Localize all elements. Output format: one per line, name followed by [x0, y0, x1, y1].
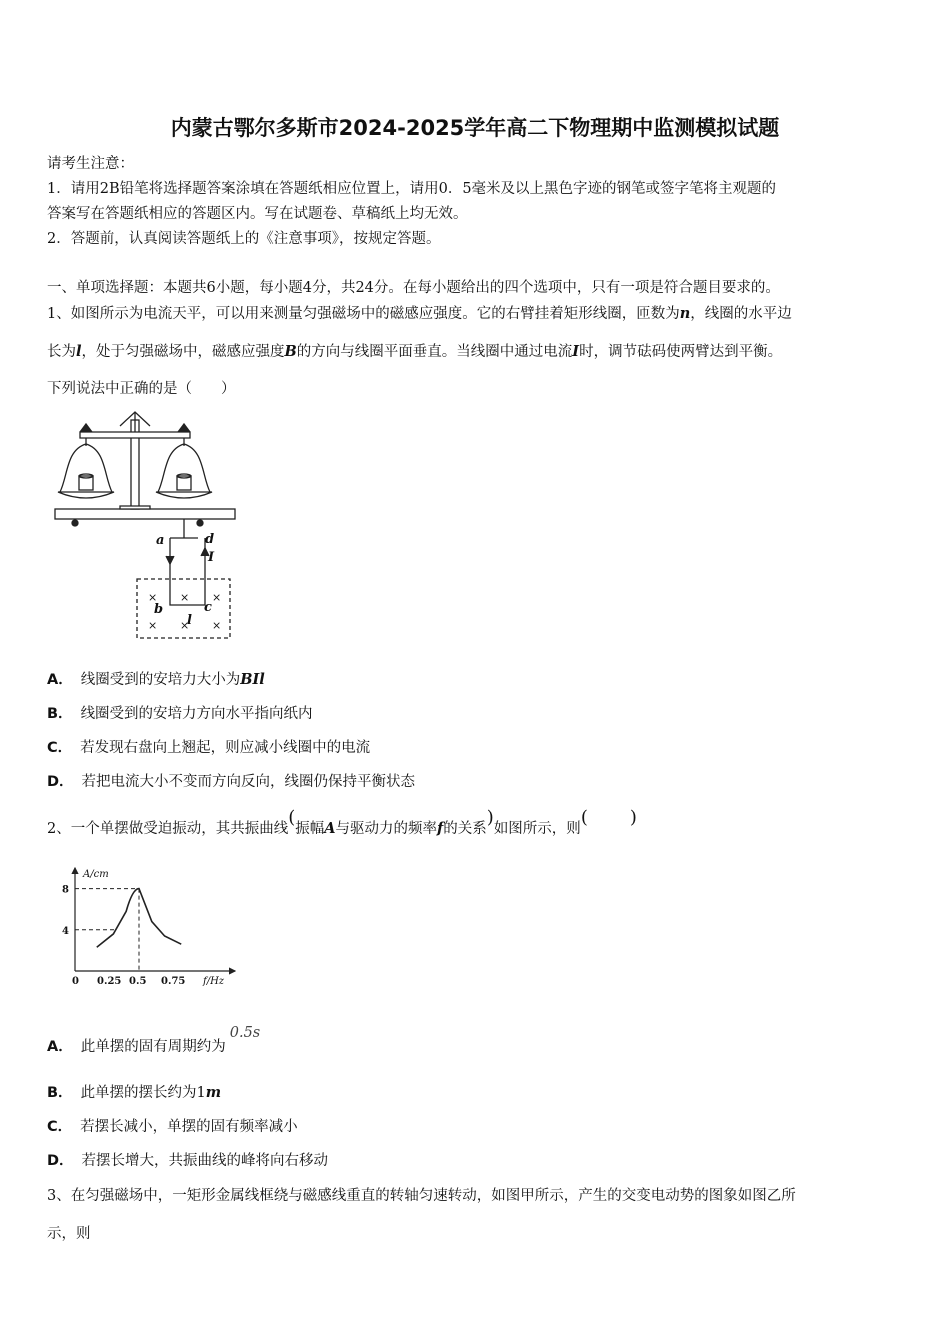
q1-line-2: 长为l，处于匀强磁场中，磁感应强度B的方向与线圈平面垂直。当线圈中通过电流I时，调节砝码使两臂达到平衡。 [47, 343, 783, 360]
x-axis-label: f/Hz [203, 976, 225, 987]
label-l: l [187, 613, 192, 628]
q1-option-d[interactable]: D． 若把电流大小不变而方向反向，线圈仍保持平衡状态 [47, 774, 416, 790]
field-cross: × [180, 619, 190, 632]
current-balance-figure [50, 408, 240, 644]
label-b: b [154, 602, 164, 617]
q1-line-1: 1、如图所示为电流天平，可以用来测量匀强磁场中的磁感应强度。它的右臂挂着矩形线圈，匝数为n，线圈的水平边 [47, 305, 792, 322]
q2-option-d[interactable]: D． 若摆长增大，共振曲线的峰将向右移动 [47, 1153, 329, 1169]
notice-line-2: 2．答题前，认真阅读答题纸上的《注意事项》，按规定答题。 [47, 231, 441, 247]
x-tick-label: 0.25 [97, 976, 122, 987]
q1-line-3: 下列说法中正确的是（ ） [47, 381, 236, 397]
q3-line-2: 示，则 [47, 1226, 91, 1242]
q2-stem: 2、一个单摆做受迫振动，其共振曲线(振幅A与驱动力的频率f的关系)如图所示，则( ) [47, 807, 637, 837]
field-cross: × [212, 591, 222, 604]
notice-line-1a: 1．请用2B铅笔将选择题答案涂填在答题纸相应位置上，请用0．5毫米及以上黑色字迹的钢笔或签字笔将主观题的 [47, 181, 777, 197]
notice-line-1b: 答案写在答题纸相应的答题区内。写在试题卷、草稿纸上均无效。 [47, 206, 468, 222]
field-cross: × [212, 619, 222, 632]
field-cross: × [180, 591, 190, 604]
q1-option-a[interactable]: A． 线圈受到的安培力大小为BIl [47, 671, 265, 688]
q1-option-b[interactable]: B． 线圈受到的安培力方向水平指向纸内 [47, 706, 313, 722]
section-heading: 一、单项选择题：本题共6小题，每小题4分，共24分。在每小题给出的四个选项中，只有一项是符合题目要求的。 [47, 280, 780, 296]
period-value: 0.5s [229, 1025, 261, 1041]
q1-option-c[interactable]: C． 若发现右盘向上翘起，则应减小线圈中的电流 [47, 740, 371, 756]
x-tick-label: 0.5 [129, 976, 147, 987]
q2-option-a[interactable]: A． 此单摆的固有周期约为0.5s [47, 1025, 261, 1055]
label-c: c [204, 600, 212, 615]
field-cross: × [148, 619, 158, 632]
y-axis-label: A/cm [83, 869, 109, 880]
label-I: I [208, 550, 215, 565]
y-tick-label: 8 [62, 884, 69, 896]
resonance-chart [55, 860, 245, 994]
q2-option-b[interactable]: B． 此单摆的摆长约为1m [47, 1084, 222, 1101]
q3-line-1: 3、在匀强磁场中，一矩形金属线框绕与磁感线重直的转轴匀速转动，如图甲所示，产生的交变电动势的图象如图乙所 [47, 1188, 796, 1204]
label-a: a [156, 533, 165, 548]
label-d: d [205, 532, 215, 547]
page-title: 内蒙古鄂尔多斯市2024-2025学年高二下物理期中监测模拟试题 [170, 116, 780, 140]
balance-base [55, 509, 235, 519]
x-tick-label: 0 [72, 976, 79, 987]
y-tick-label: 4 [62, 925, 69, 937]
q2-option-c[interactable]: C． 若摆长减小，单摆的固有频率减小 [47, 1119, 298, 1135]
field-cross: × [148, 591, 158, 604]
x-tick-label: 0.75 [161, 976, 186, 987]
notice-heading: 请考生注意： [47, 156, 134, 172]
